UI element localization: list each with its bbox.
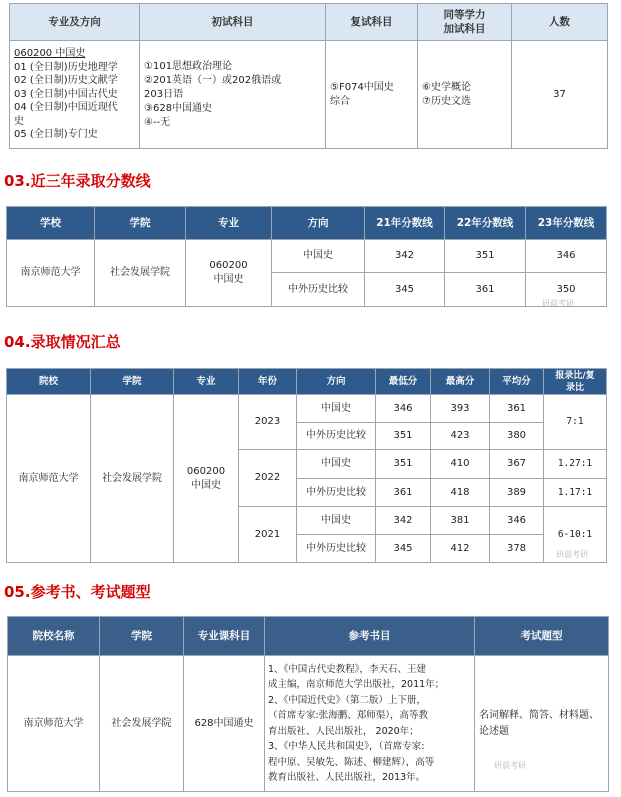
ratio-cell: 6-10:1 <box>544 507 607 563</box>
avg-cell: 380 <box>490 423 544 450</box>
avg-cell: 389 <box>490 479 544 507</box>
retest-cell: ⑤F074中国史 综合 <box>326 41 418 149</box>
max-cell: 393 <box>431 395 490 423</box>
watermark: 研晨考研 <box>494 761 526 770</box>
header-question-types: 考试题型 <box>475 617 609 656</box>
header-subject: 专业课科目 <box>184 617 265 656</box>
min-cell: 346 <box>376 395 431 423</box>
major-direction: 02 (全日制)历史文献学 <box>14 75 118 87</box>
major-code-link[interactable]: 060200 中国史 <box>14 48 86 60</box>
header-2021-line: 21年分数线 <box>365 207 445 240</box>
book-line: 育出版社、人民出版社， 2020年； <box>268 725 419 737</box>
header-college: 学院 <box>100 617 184 656</box>
direction-cell: 中国史 <box>297 395 376 423</box>
max-cell: 410 <box>431 450 490 479</box>
major-direction: 01 (全日制)历史地理学 <box>14 61 118 73</box>
score-cell: 342 <box>365 240 445 273</box>
avg-cell: 378 <box>490 535 544 563</box>
ratio-cell: 1.27:1 <box>544 450 607 479</box>
majors-cell <box>10 41 140 149</box>
direction-cell: 中外历史比较 <box>297 423 376 450</box>
header-2022-line: 22年分数线 <box>445 207 526 240</box>
question-types-cell: 名词解释、简答、材料题、论述题 <box>475 656 609 792</box>
initial-exam-cell <box>140 41 326 149</box>
book-line: 2、《中国近代史》（第二版）上下册， <box>268 694 427 706</box>
header-school: 学校 <box>7 207 95 240</box>
header-2023-line: 23年分数线 <box>526 207 607 240</box>
header-extra-exam: 同等学力 加试科目 <box>418 4 512 41</box>
year-cell: 2022 <box>239 450 297 507</box>
header-ratio: 报录比/复 录比 <box>544 369 607 395</box>
major-direction: 04 (全日制)中国近现代 <box>14 102 118 114</box>
header-college: 学院 <box>91 369 174 395</box>
exam-subject: ①101思想政治理论 <box>144 60 233 72</box>
max-cell: 381 <box>431 507 490 535</box>
school-cell: 南京师范大学 <box>8 656 100 792</box>
direction-cell: 中外历史比较 <box>297 535 376 563</box>
watermark: 研晨考研 <box>556 550 588 559</box>
college-cell: 社会发展学院 <box>95 240 186 307</box>
min-cell: 351 <box>376 450 431 479</box>
direction-cell: 中国史 <box>297 507 376 535</box>
avg-cell: 367 <box>490 450 544 479</box>
score-cell: 351 <box>445 240 526 273</box>
header-college: 学院 <box>95 207 186 240</box>
ratio-cell: 7:1 <box>544 395 607 450</box>
exam-subject: ②201英语（一）或202俄语或 <box>144 74 282 86</box>
min-cell: 345 <box>376 535 431 563</box>
major-cell: 060200 中国史 <box>174 395 239 563</box>
major-direction: 史 <box>14 115 24 127</box>
header-major: 专业及方向 <box>10 4 140 41</box>
watermark: 研晨考研 <box>542 299 574 308</box>
book-line: 成主编，南京师范大学出版社，2011年； <box>268 679 445 690</box>
exam-subject: ③628中国通史 <box>144 102 213 114</box>
header-school-name: 院校名称 <box>8 617 100 656</box>
header-major: 专业 <box>186 207 272 240</box>
header-books: 参考书目 <box>265 617 475 656</box>
book-line: 3、《中华人民共和国史》，（首席专家: <box>268 741 425 752</box>
header-school: 院校 <box>7 369 91 395</box>
subject-cell: 628中国通史 <box>184 656 265 792</box>
min-cell: 351 <box>376 423 431 450</box>
extra-exam-cell: ⑥史学概论 ⑦历史文选 <box>418 41 512 149</box>
score-cell: 361 <box>445 273 526 307</box>
score-line-table <box>6 206 607 307</box>
book-line: 1、《中国古代史教程》，李天石、王建 <box>268 663 427 675</box>
exam-subject: ④--无 <box>144 116 171 128</box>
header-major: 专业 <box>174 369 239 395</box>
section-title-03: 03.近三年录取分数线 <box>4 172 151 190</box>
program-table <box>9 3 608 149</box>
direction-cell: 中国史 <box>297 450 376 479</box>
score-cell: 346 <box>526 240 607 273</box>
major-direction: 05 (全日制)专门史 <box>14 129 98 141</box>
major-direction: 03 (全日制)中国古代史 <box>14 88 118 100</box>
min-cell: 342 <box>376 507 431 535</box>
college-cell: 社会发展学院 <box>91 395 174 563</box>
header-direction: 方向 <box>272 207 365 240</box>
ratio-cell: 1.17:1 <box>544 479 607 507</box>
header-initial-exam: 初试科目 <box>140 4 326 41</box>
header-min-score: 最低分 <box>376 369 431 395</box>
book-line: 程中原、吴敏先、陈述、柳建辉），高等 <box>268 756 435 768</box>
books-cell <box>265 656 475 792</box>
avg-cell: 361 <box>490 395 544 423</box>
score-cell: 350 <box>526 273 607 307</box>
school-cell: 南京师范大学 <box>7 395 91 563</box>
college-cell: 社会发展学院 <box>100 656 184 792</box>
header-avg-score: 平均分 <box>490 369 544 395</box>
header-year: 年份 <box>239 369 297 395</box>
score-cell: 345 <box>365 273 445 307</box>
header-count: 人数 <box>512 4 608 41</box>
direction-cell: 中外历史比较 <box>297 479 376 507</box>
header-direction: 方向 <box>297 369 376 395</box>
header-retest: 复试科目 <box>326 4 418 41</box>
section-title-04: 04.录取情况汇总 <box>4 333 121 351</box>
school-cell: 南京师范大学 <box>7 240 95 307</box>
min-cell: 361 <box>376 479 431 507</box>
max-cell: 418 <box>431 479 490 507</box>
max-cell: 423 <box>431 423 490 450</box>
max-cell: 412 <box>431 535 490 563</box>
book-line: 教育出版社、人民出版社，2013年。 <box>268 772 426 783</box>
direction-cell: 中国史 <box>272 240 365 273</box>
header-max-score: 最高分 <box>431 369 490 395</box>
major-cell: 060200 中国史 <box>186 240 272 307</box>
year-cell: 2021 <box>239 507 297 563</box>
avg-cell: 346 <box>490 507 544 535</box>
count-cell: 37 <box>512 41 608 149</box>
direction-cell: 中外历史比较 <box>272 273 365 307</box>
admission-summary-table <box>6 368 607 563</box>
exam-subject: 203日语 <box>144 88 184 100</box>
year-cell: 2023 <box>239 395 297 450</box>
book-line: （首席专家:张海鹏、郑师渠），高等教 <box>268 710 428 721</box>
section-title-05: 05.参考书、考试题型 <box>4 583 151 601</box>
